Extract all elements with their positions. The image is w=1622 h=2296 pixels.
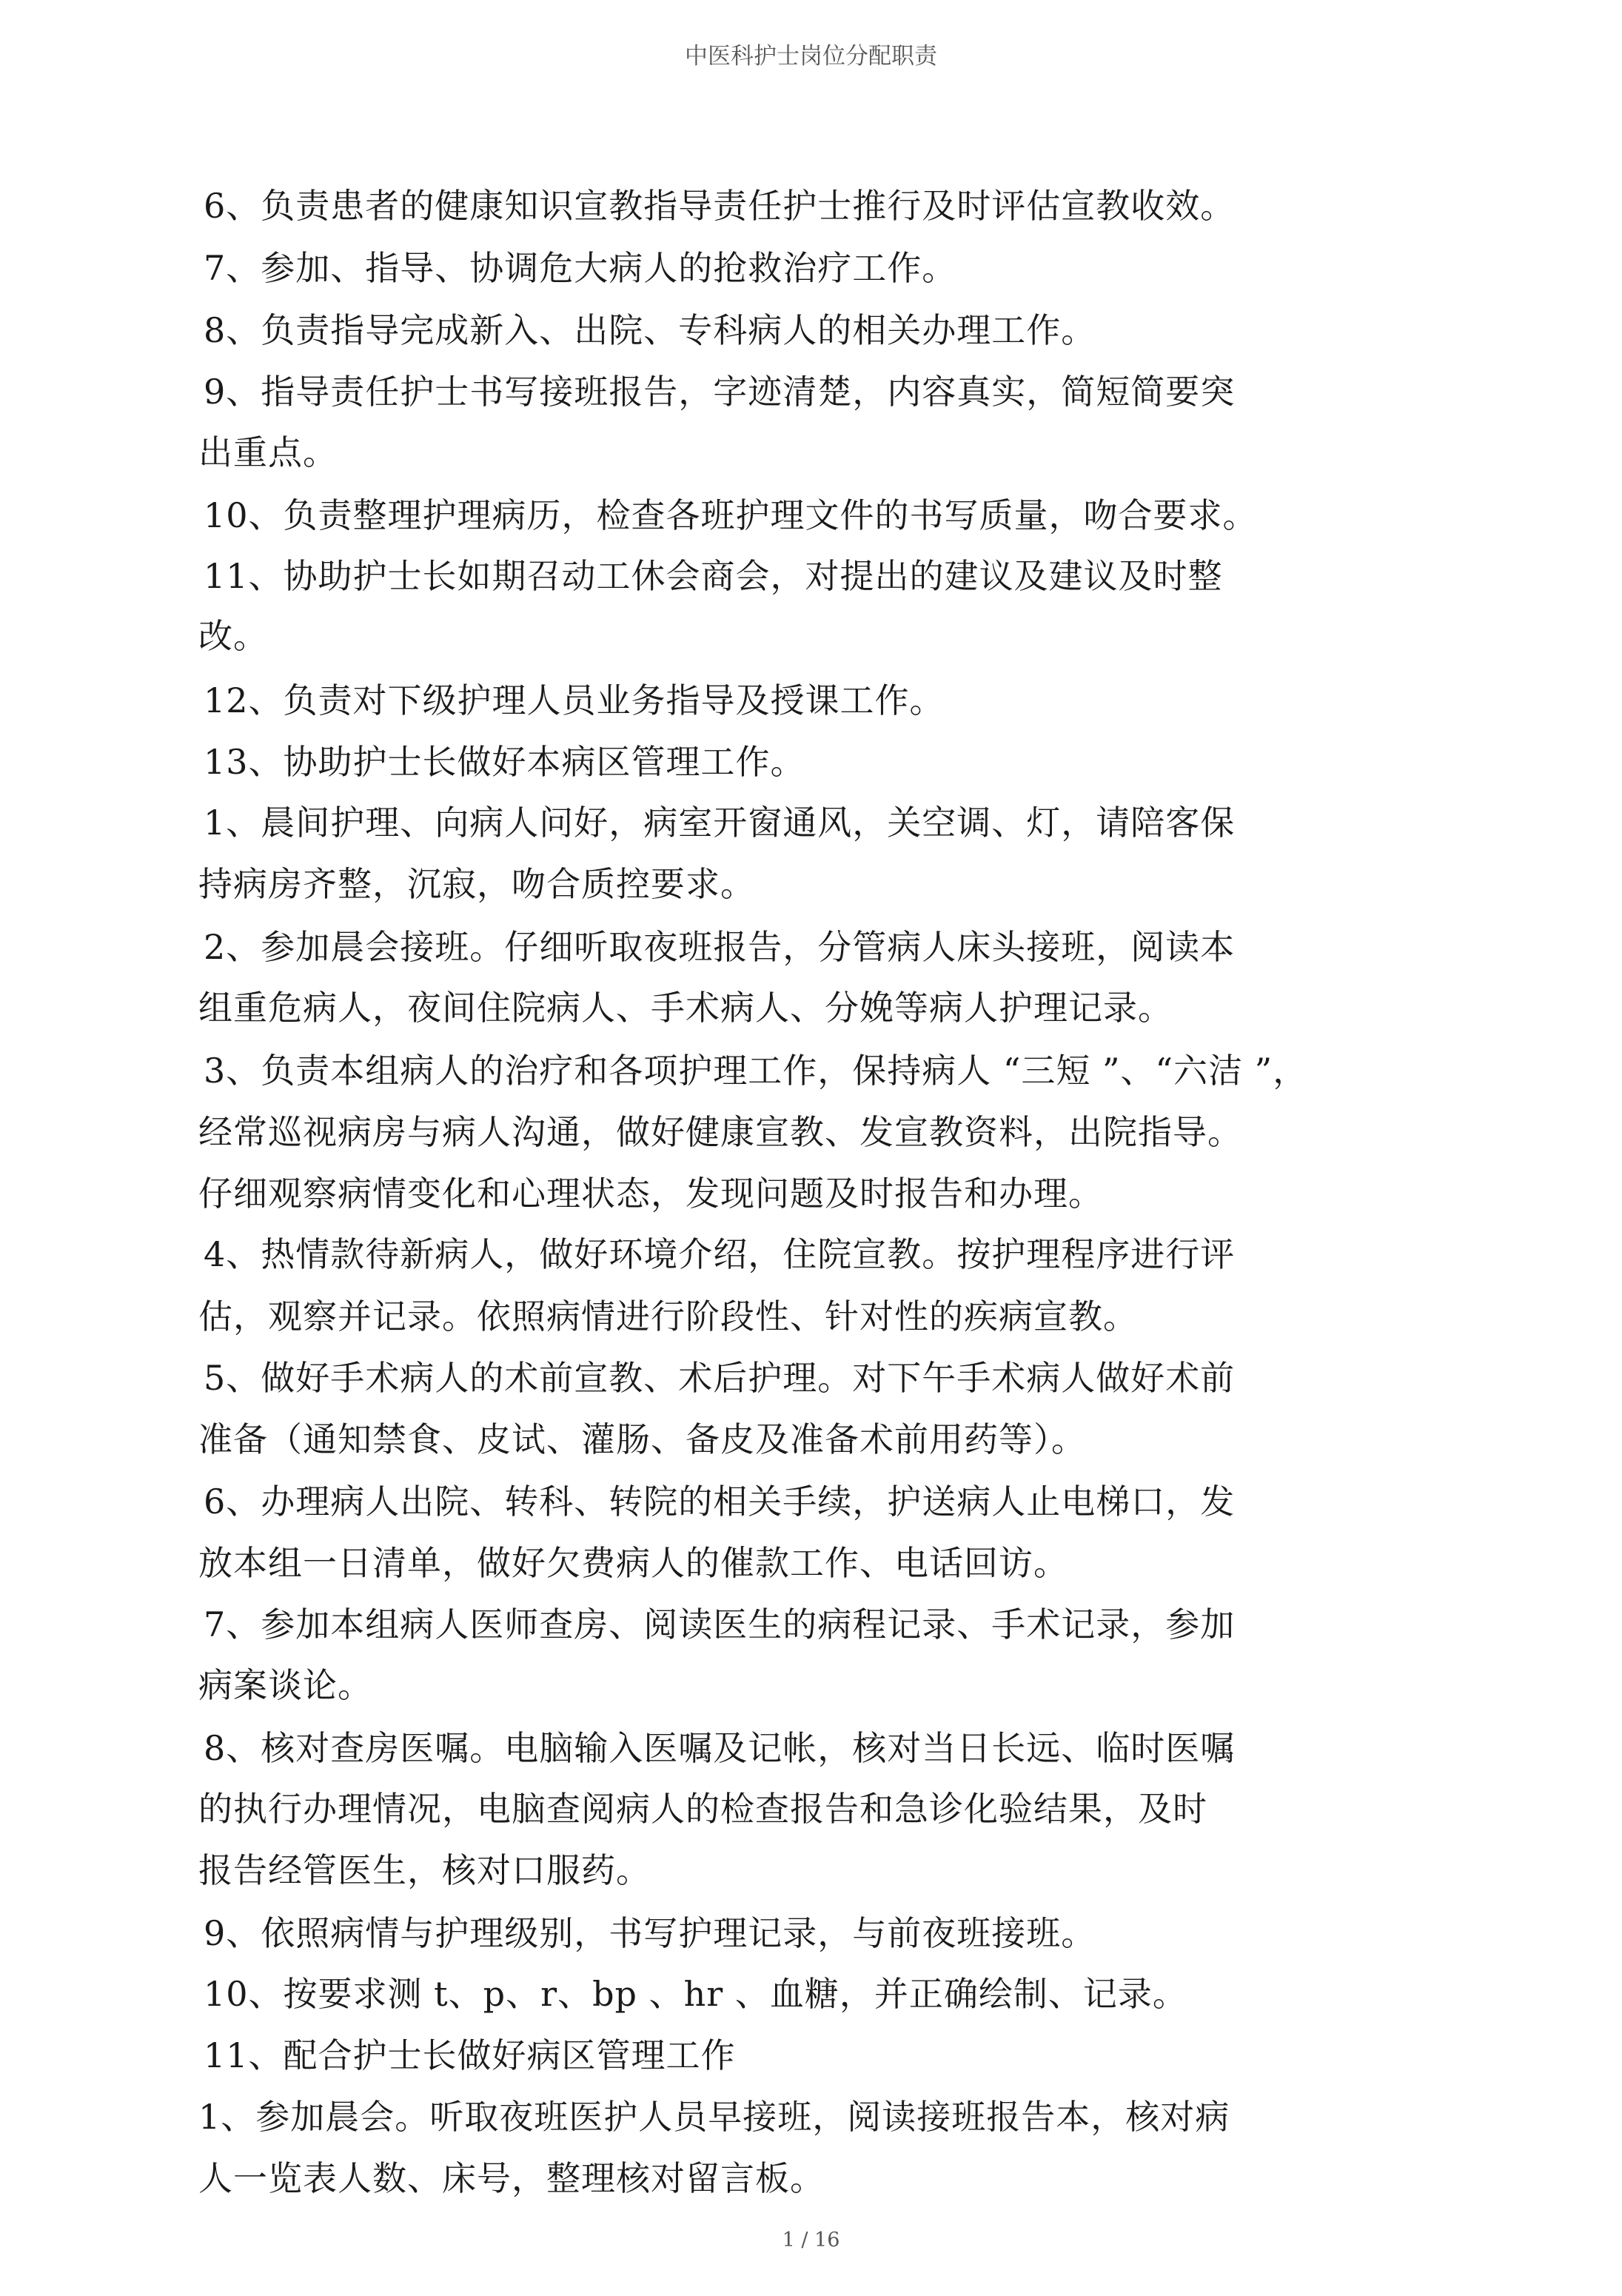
page-header-title: 中医科护士岗位分配职责	[685, 43, 937, 70]
text-line: 持病房齐整，沉寂，吻合质控要求。	[198, 864, 755, 904]
text-line: 1、晨间护理、向病人问好，病室开窗通风，关空调、灯，请陪客保	[204, 803, 1236, 843]
text-line: 组重危病人，夜间住院病人、手术病人、分娩等病人护理记录。	[198, 988, 1173, 1028]
text-line: 7、参加、指导、协调危大病人的抢救治疗工作。	[204, 248, 957, 288]
text-line: 6、负责患者的健康知识宣教指导责任护士推行及时评估宣教收效。	[204, 186, 1236, 226]
text-line: 1、参加晨会。听取夜班医护人员早接班，阅读接班报告本，核对病	[198, 2097, 1230, 2137]
text-line: 8、负责指导完成新入、出院、专科病人的相关办理工作。	[204, 310, 1096, 350]
text-line: 的执行办理情况，电脑查阅病人的检查报告和急诊化验结果，及时	[198, 1789, 1207, 1829]
text-line: 人一览表人数、床号，整理核对留言板。	[198, 2158, 825, 2198]
text-line: 3、负责本组病人的治疗和各项护理工作，保持病人 “三短 ”、“六洁 ”，	[204, 1051, 1308, 1091]
page-number: 1 / 16	[782, 2229, 840, 2252]
text-line: 6、办理病人出院、转科、转院的相关手续，护送病人止电梯口，发	[204, 1482, 1236, 1522]
text-line: 9、指导责任护士书写接班报告，字迹清楚，内容真实，简短简要突	[204, 372, 1236, 412]
text-line: 估，观察并记录。依照病情进行阶段性、针对性的疾病宣教。	[198, 1296, 1138, 1336]
text-line: 8、核对查房医嘱。电脑输入医嘱及记帐，核对当日长远、临时医嘱	[204, 1728, 1236, 1768]
text-line: 改。	[198, 616, 268, 656]
text-line: 13、协助护士长做好本病区管理工作。	[204, 742, 805, 782]
text-line: 7、参加本组病人医师查房、阅读医生的病程记录、手术记录，参加	[204, 1604, 1236, 1644]
text-line: 病案谈论。	[198, 1665, 372, 1705]
text-line: 10、负责整理护理病历，检查各班护理文件的书写质量，吻合要求。	[204, 495, 1258, 535]
text-line: 经常巡视病房与病人沟通，做好健康宣教、发宣教资料，出院指导。	[198, 1112, 1242, 1152]
text-line: 出重点。	[198, 432, 338, 472]
text-line: 11、配合护士长做好病区管理工作	[204, 2035, 736, 2075]
text-line: 准备（通知禁食、皮试、灌肠、备皮及准备术前用药等）。	[198, 1419, 1086, 1459]
text-line: 2、参加晨会接班。仔细听取夜班报告，分管病人床头接班，阅读本	[204, 927, 1236, 967]
text-line: 11、协助护士长如期召动工休会商会，对提出的建议及建议及时整	[204, 556, 1223, 596]
text-line: 9、依照病情与护理级别，书写护理记录，与前夜班接班。	[204, 1913, 1096, 1953]
text-line: 报告经管医生，核对口服药。	[198, 1850, 651, 1890]
text-line: 12、负责对下级护理人员业务指导及授课工作。	[204, 680, 945, 720]
text-line: 5、做好手术病人的术前宣教、术后护理。对下午手术病人做好术前	[204, 1358, 1236, 1398]
text-line: 10、按要求测 t、p、r、bp 、hr 、血糖，并正确绘制、记录。	[204, 1974, 1187, 2014]
text-line: 放本组一日清单，做好欠费病人的催款工作、电话回访。	[198, 1543, 1068, 1583]
text-line: 4、热情款待新病人，做好环境介绍，住院宣教。按护理程序进行评	[204, 1234, 1236, 1274]
text-line: 仔细观察病情变化和心理状态，发现问题及时报告和办理。	[198, 1174, 1103, 1214]
